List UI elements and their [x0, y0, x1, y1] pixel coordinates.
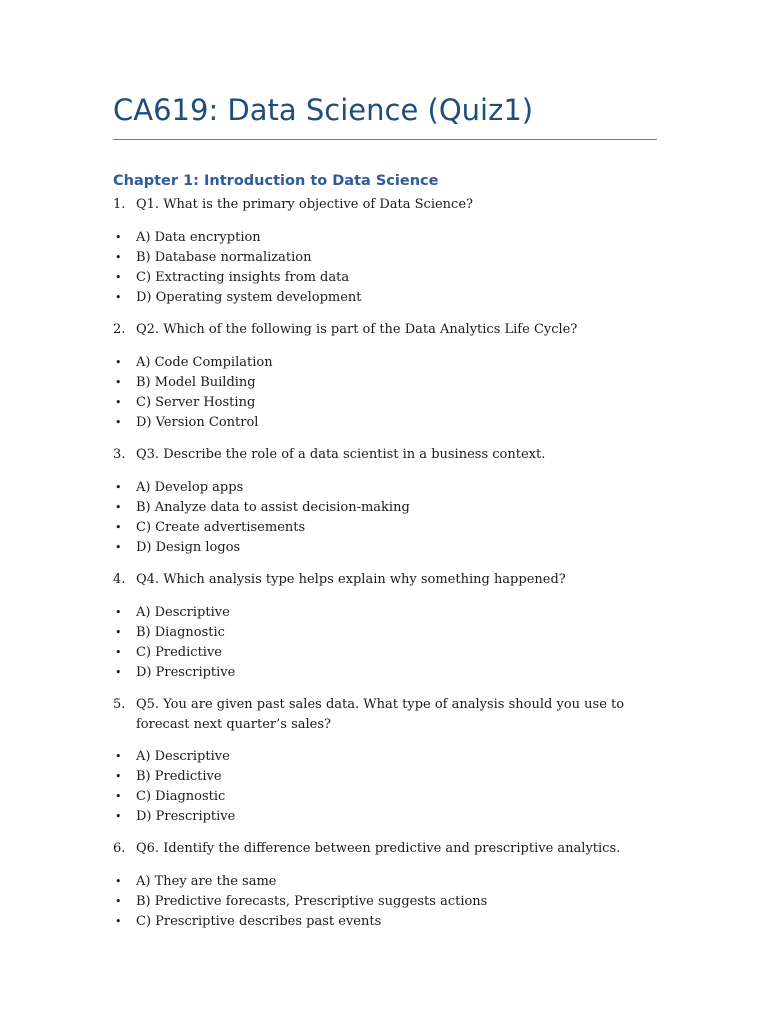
- bullet-icon: •: [115, 915, 122, 928]
- bullet-icon: •: [115, 666, 122, 679]
- option-item: [113, 643, 658, 663]
- option-item: [113, 268, 658, 288]
- bullet-icon: •: [115, 356, 122, 369]
- bullet-icon: •: [115, 251, 122, 264]
- question-number: 6.: [113, 841, 126, 856]
- bullet-icon: •: [115, 750, 122, 763]
- option-item: [113, 872, 658, 892]
- option-item: [113, 413, 658, 433]
- option-text: C) Extracting insights from data: [136, 270, 350, 285]
- bullet-icon: •: [115, 231, 122, 244]
- question-2: [113, 320, 658, 340]
- bullet-icon: •: [115, 521, 122, 534]
- bullet-icon: •: [115, 291, 122, 304]
- option-item: [113, 807, 658, 827]
- question-text: Q1. What is the primary objective of Data Science?: [136, 197, 473, 212]
- bullet-icon: •: [115, 396, 122, 409]
- option-text: C) Predictive: [136, 645, 222, 660]
- bullet-icon: •: [115, 646, 122, 659]
- option-text: C) Diagnostic: [136, 789, 226, 804]
- document-title: CA619: Data Science (Quiz1): [113, 93, 534, 127]
- question-text: Q6. Identify the difference between predictive and prescriptive analytics.: [136, 841, 621, 856]
- option-text: B) Predictive: [136, 769, 222, 784]
- question-6-options: [113, 872, 658, 932]
- option-item: [113, 393, 658, 413]
- question-5-options: [113, 747, 658, 827]
- option-text: A) Data encryption: [136, 230, 261, 245]
- question-2-options: [113, 353, 658, 433]
- title-underline: [113, 139, 657, 140]
- option-text: B) Predictive forecasts, Prescriptive suggests actions: [136, 894, 488, 909]
- option-item: [113, 892, 658, 912]
- bullet-icon: •: [115, 810, 122, 823]
- option-text: D) Prescriptive: [136, 809, 236, 824]
- bullet-icon: •: [115, 875, 122, 888]
- option-item: [113, 518, 658, 538]
- bullet-icon: •: [115, 481, 122, 494]
- question-text: Q3. Describe the role of a data scientist in a business context.: [136, 447, 546, 462]
- option-item: [113, 228, 658, 248]
- bullet-icon: •: [115, 606, 122, 619]
- option-item: [113, 767, 658, 787]
- option-item: [113, 353, 658, 373]
- option-text: D) Prescriptive: [136, 665, 236, 680]
- option-text: C) Prescriptive describes past events: [136, 914, 382, 929]
- option-text: A) Code Compilation: [136, 355, 273, 370]
- question-3-options: [113, 478, 658, 558]
- option-text: D) Operating system development: [136, 290, 362, 305]
- option-item: [113, 787, 658, 807]
- option-text: D) Design logos: [136, 540, 241, 555]
- option-item: [113, 288, 658, 308]
- option-text: C) Create advertisements: [136, 520, 306, 535]
- question-1-options: [113, 228, 658, 308]
- option-item: [113, 747, 658, 767]
- question-1: [113, 195, 658, 215]
- bullet-icon: •: [115, 271, 122, 284]
- question-5: [113, 695, 658, 735]
- bullet-icon: •: [115, 541, 122, 554]
- option-text: B) Model Building: [136, 375, 256, 390]
- bullet-icon: •: [115, 895, 122, 908]
- question-number: 4.: [113, 572, 126, 587]
- option-item: [113, 623, 658, 643]
- question-3: [113, 445, 658, 465]
- option-text: C) Server Hosting: [136, 395, 256, 410]
- question-text: Q5. You are given past sales data. What type of analysis should you use to forecast next quarter’s sales?: [136, 697, 625, 732]
- option-item: [113, 248, 658, 268]
- option-text: A) Descriptive: [136, 605, 230, 620]
- option-item: [113, 663, 658, 683]
- option-item: [113, 498, 658, 518]
- bullet-icon: •: [115, 770, 122, 783]
- option-text: D) Version Control: [136, 415, 259, 430]
- chapter-heading: Chapter 1: Introduction to Data Science: [113, 173, 439, 189]
- question-4: [113, 570, 658, 590]
- question-4-options: [113, 603, 658, 683]
- option-text: B) Analyze data to assist decision-making: [136, 500, 410, 515]
- question-number: 1.: [113, 197, 126, 212]
- question-text: Q4. Which analysis type helps explain why something happened?: [136, 572, 566, 587]
- option-item: [113, 478, 658, 498]
- bullet-icon: •: [115, 626, 122, 639]
- bullet-icon: •: [115, 376, 122, 389]
- option-item: [113, 603, 658, 623]
- option-item: [113, 373, 658, 393]
- bullet-icon: •: [115, 416, 122, 429]
- option-text: A) Develop apps: [136, 480, 244, 495]
- question-number: 5.: [113, 697, 126, 712]
- bullet-icon: •: [115, 501, 122, 514]
- option-item: [113, 538, 658, 558]
- question-text: Q2. Which of the following is part of the Data Analytics Life Cycle?: [136, 322, 578, 337]
- question-number: 2.: [113, 322, 126, 337]
- option-item: [113, 912, 658, 932]
- option-text: B) Diagnostic: [136, 625, 225, 640]
- question-number: 3.: [113, 447, 126, 462]
- bullet-icon: •: [115, 790, 122, 803]
- option-text: A) Descriptive: [136, 749, 230, 764]
- question-6: [113, 839, 658, 859]
- option-text: A) They are the same: [136, 874, 277, 889]
- option-text: B) Database normalization: [136, 250, 312, 265]
